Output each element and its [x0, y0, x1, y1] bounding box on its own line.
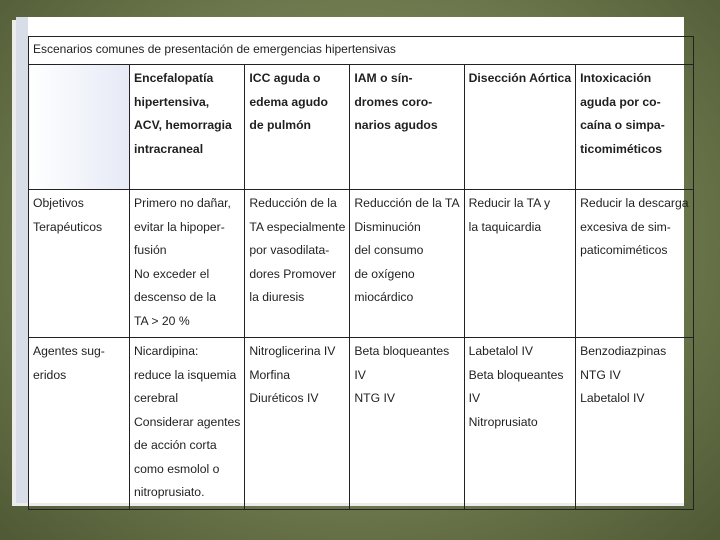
table-cell: Benzodiazpinas NTG IV Labetalol IV	[576, 338, 693, 510]
table-cell: Labetalol IV Beta bloqueantes IV Nitroprusiato	[464, 338, 576, 510]
header-cell-icc: ICC aguda o edema agudo de pulmón	[245, 65, 350, 190]
header-cell-encefalopatia: Encefalopatía hipertensiva, ACV, hemorragia intracraneal	[130, 65, 245, 190]
table-cell: Nitroglicerina IV Morfina Diuréticos IV	[245, 338, 350, 510]
table-cell: Reducir la descarga excesiva de sim- paticomiméticos	[576, 190, 693, 338]
agentes-row	[29, 338, 694, 510]
hypertensive-emergencies-table	[28, 36, 694, 510]
table-cell: Reducción de la TA especialmente por vasodilata- dores Promover la diuresis	[245, 190, 350, 338]
table-cell: Nicardipina: reduce la isquemia cerebral Considerar agentes de acción corta como esmolol o nitroprusiato.	[130, 338, 245, 510]
sheet-margin-strip	[16, 17, 28, 503]
objetivos-row	[29, 190, 694, 338]
table-cell: Reducir la TA y la taquicardia	[464, 190, 576, 338]
table-caption: Escenarios comunes de presentación de emergencias hipertensivas	[29, 37, 694, 65]
table-cell: Beta bloqueantes IV NTG IV	[350, 338, 464, 510]
table-cell: Primero no dañar, evitar la hipoper- fusión No exceder el descenso de la TA > 20 %	[130, 190, 245, 338]
table-cell: Reducción de la TA Disminución del consumo de oxígeno miocárdico	[350, 190, 464, 338]
header-cell-diseccion: Disección Aórtica	[464, 65, 576, 190]
header-cell-iam: IAM o sín- dromes coro- narios agudos	[350, 65, 464, 190]
row-label-agentes: Agentes sug- eridos	[29, 338, 130, 510]
header-row	[29, 65, 694, 190]
caption-row	[29, 37, 694, 65]
empty-corner-cell	[29, 65, 130, 190]
row-label-objetivos: Objetivos Terapéuticos	[29, 190, 130, 338]
header-cell-intoxicacion: Intoxicación aguda por co- caína o simpa- ticomiméticos	[576, 65, 693, 190]
